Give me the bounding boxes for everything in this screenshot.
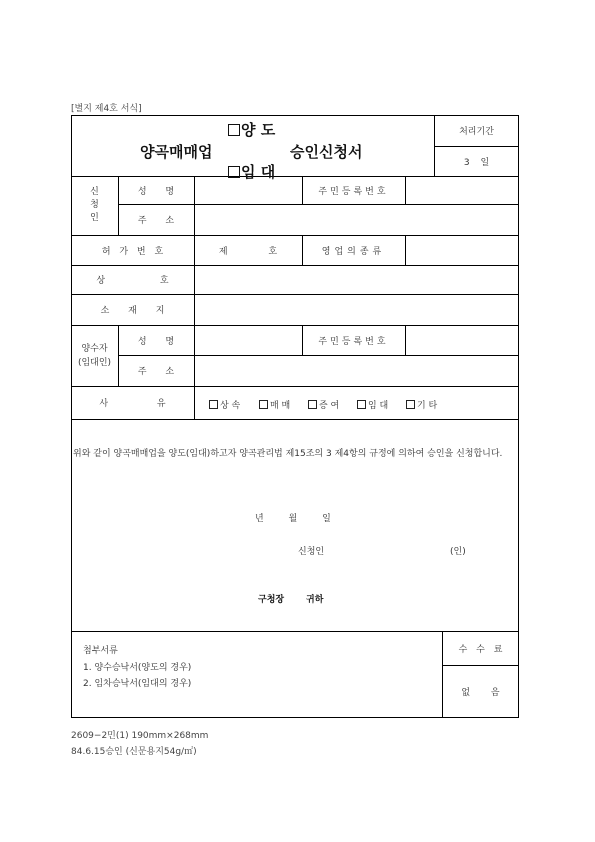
attachment-item: 1. 양수승낙서(양도의 경우) — [83, 663, 192, 673]
title-business: 양곡매매업 — [140, 143, 213, 161]
attachments-title: 첨부서류 — [83, 646, 118, 656]
divider — [71, 419, 519, 420]
checkbox-icon[interactable] — [357, 400, 366, 409]
business-type-label: 영업의종류 — [321, 246, 386, 257]
addressee-suffix: 귀하 — [306, 595, 324, 605]
footer-approval: 84.6.15승인 (신문용지54g/㎡) — [71, 747, 197, 757]
checkbox-icon[interactable] — [209, 400, 218, 409]
applicant-rrn-label: 주민등록번호 — [318, 186, 389, 197]
applicant-address-field[interactable] — [194, 204, 519, 235]
processing-period-value: 3 일 — [463, 157, 490, 168]
location-label: 소 재 지 — [100, 306, 165, 316]
transferee-name-label: 성 명 — [137, 336, 175, 347]
title-option-lease[interactable]: 임 대 — [228, 161, 275, 182]
checkbox-icon[interactable] — [259, 400, 268, 409]
business-type-field[interactable] — [405, 235, 519, 265]
permit-number-label: 허 가 번 호 — [101, 246, 164, 257]
reason-label: 사 유 — [99, 399, 166, 409]
addressee-title: 구청장 — [258, 595, 285, 605]
title-option-transfer[interactable]: 양 도 — [228, 119, 275, 140]
location-field[interactable] — [194, 294, 519, 325]
transferee-rrn-label: 주민등록번호 — [318, 336, 389, 347]
date-line: 년 월 일 — [255, 514, 331, 524]
checkbox-icon[interactable] — [406, 400, 415, 409]
permit-number-field[interactable]: 제 호 — [218, 246, 278, 257]
reason-option-inheritance[interactable]: 상 속 — [209, 398, 240, 411]
reason-option-lease[interactable]: 임 대 — [357, 398, 388, 411]
transferee-group-label: 양수자 (임대인) — [77, 343, 112, 368]
transferee-rrn-field[interactable] — [405, 325, 519, 355]
divider — [194, 386, 195, 419]
applicant-group-label: 신 청 인 — [90, 187, 99, 223]
attachment-item: 2. 임차승낙서(임대의 경우) — [83, 679, 192, 689]
reason-option-sale[interactable]: 매 매 — [259, 398, 290, 411]
reason-option-gift[interactable]: 증 여 — [308, 398, 339, 411]
checkbox-icon[interactable] — [228, 124, 240, 136]
applicant-rrn-field[interactable] — [405, 176, 519, 204]
trade-name-label: 상 호 — [96, 276, 169, 286]
applicant-address-label: 주 소 — [137, 216, 175, 226]
application-statement: 위와 같이 양곡매매업을 양도(임대)하고자 양곡관리법 제15조의 3 제4항의 규정에 의하여 승인을 신청합니다. — [73, 449, 503, 459]
applicant-sign-label: 신청인 — [298, 547, 325, 557]
checkbox-icon[interactable] — [308, 400, 317, 409]
form-number-label: [별지 제4호 서식] — [71, 104, 142, 114]
processing-period-label: 처리기간 — [459, 127, 494, 137]
applicant-name-field[interactable] — [194, 176, 302, 204]
trade-name-field[interactable] — [194, 265, 519, 294]
seal-mark: (인) — [450, 547, 466, 557]
fee-value: 없 음 — [461, 688, 500, 698]
transferee-address-field[interactable] — [194, 355, 519, 386]
transferee-name-field[interactable] — [194, 325, 302, 355]
transferee-address-label: 주 소 — [137, 367, 175, 377]
title-document: 승인신청서 — [290, 143, 363, 161]
fee-label: 수 수 료 — [458, 644, 503, 655]
reason-option-other[interactable]: 기 타 — [406, 398, 437, 411]
footer-spec: 2609−2민(1) 190mm×268mm — [71, 731, 209, 741]
applicant-name-label: 성 명 — [137, 186, 175, 197]
